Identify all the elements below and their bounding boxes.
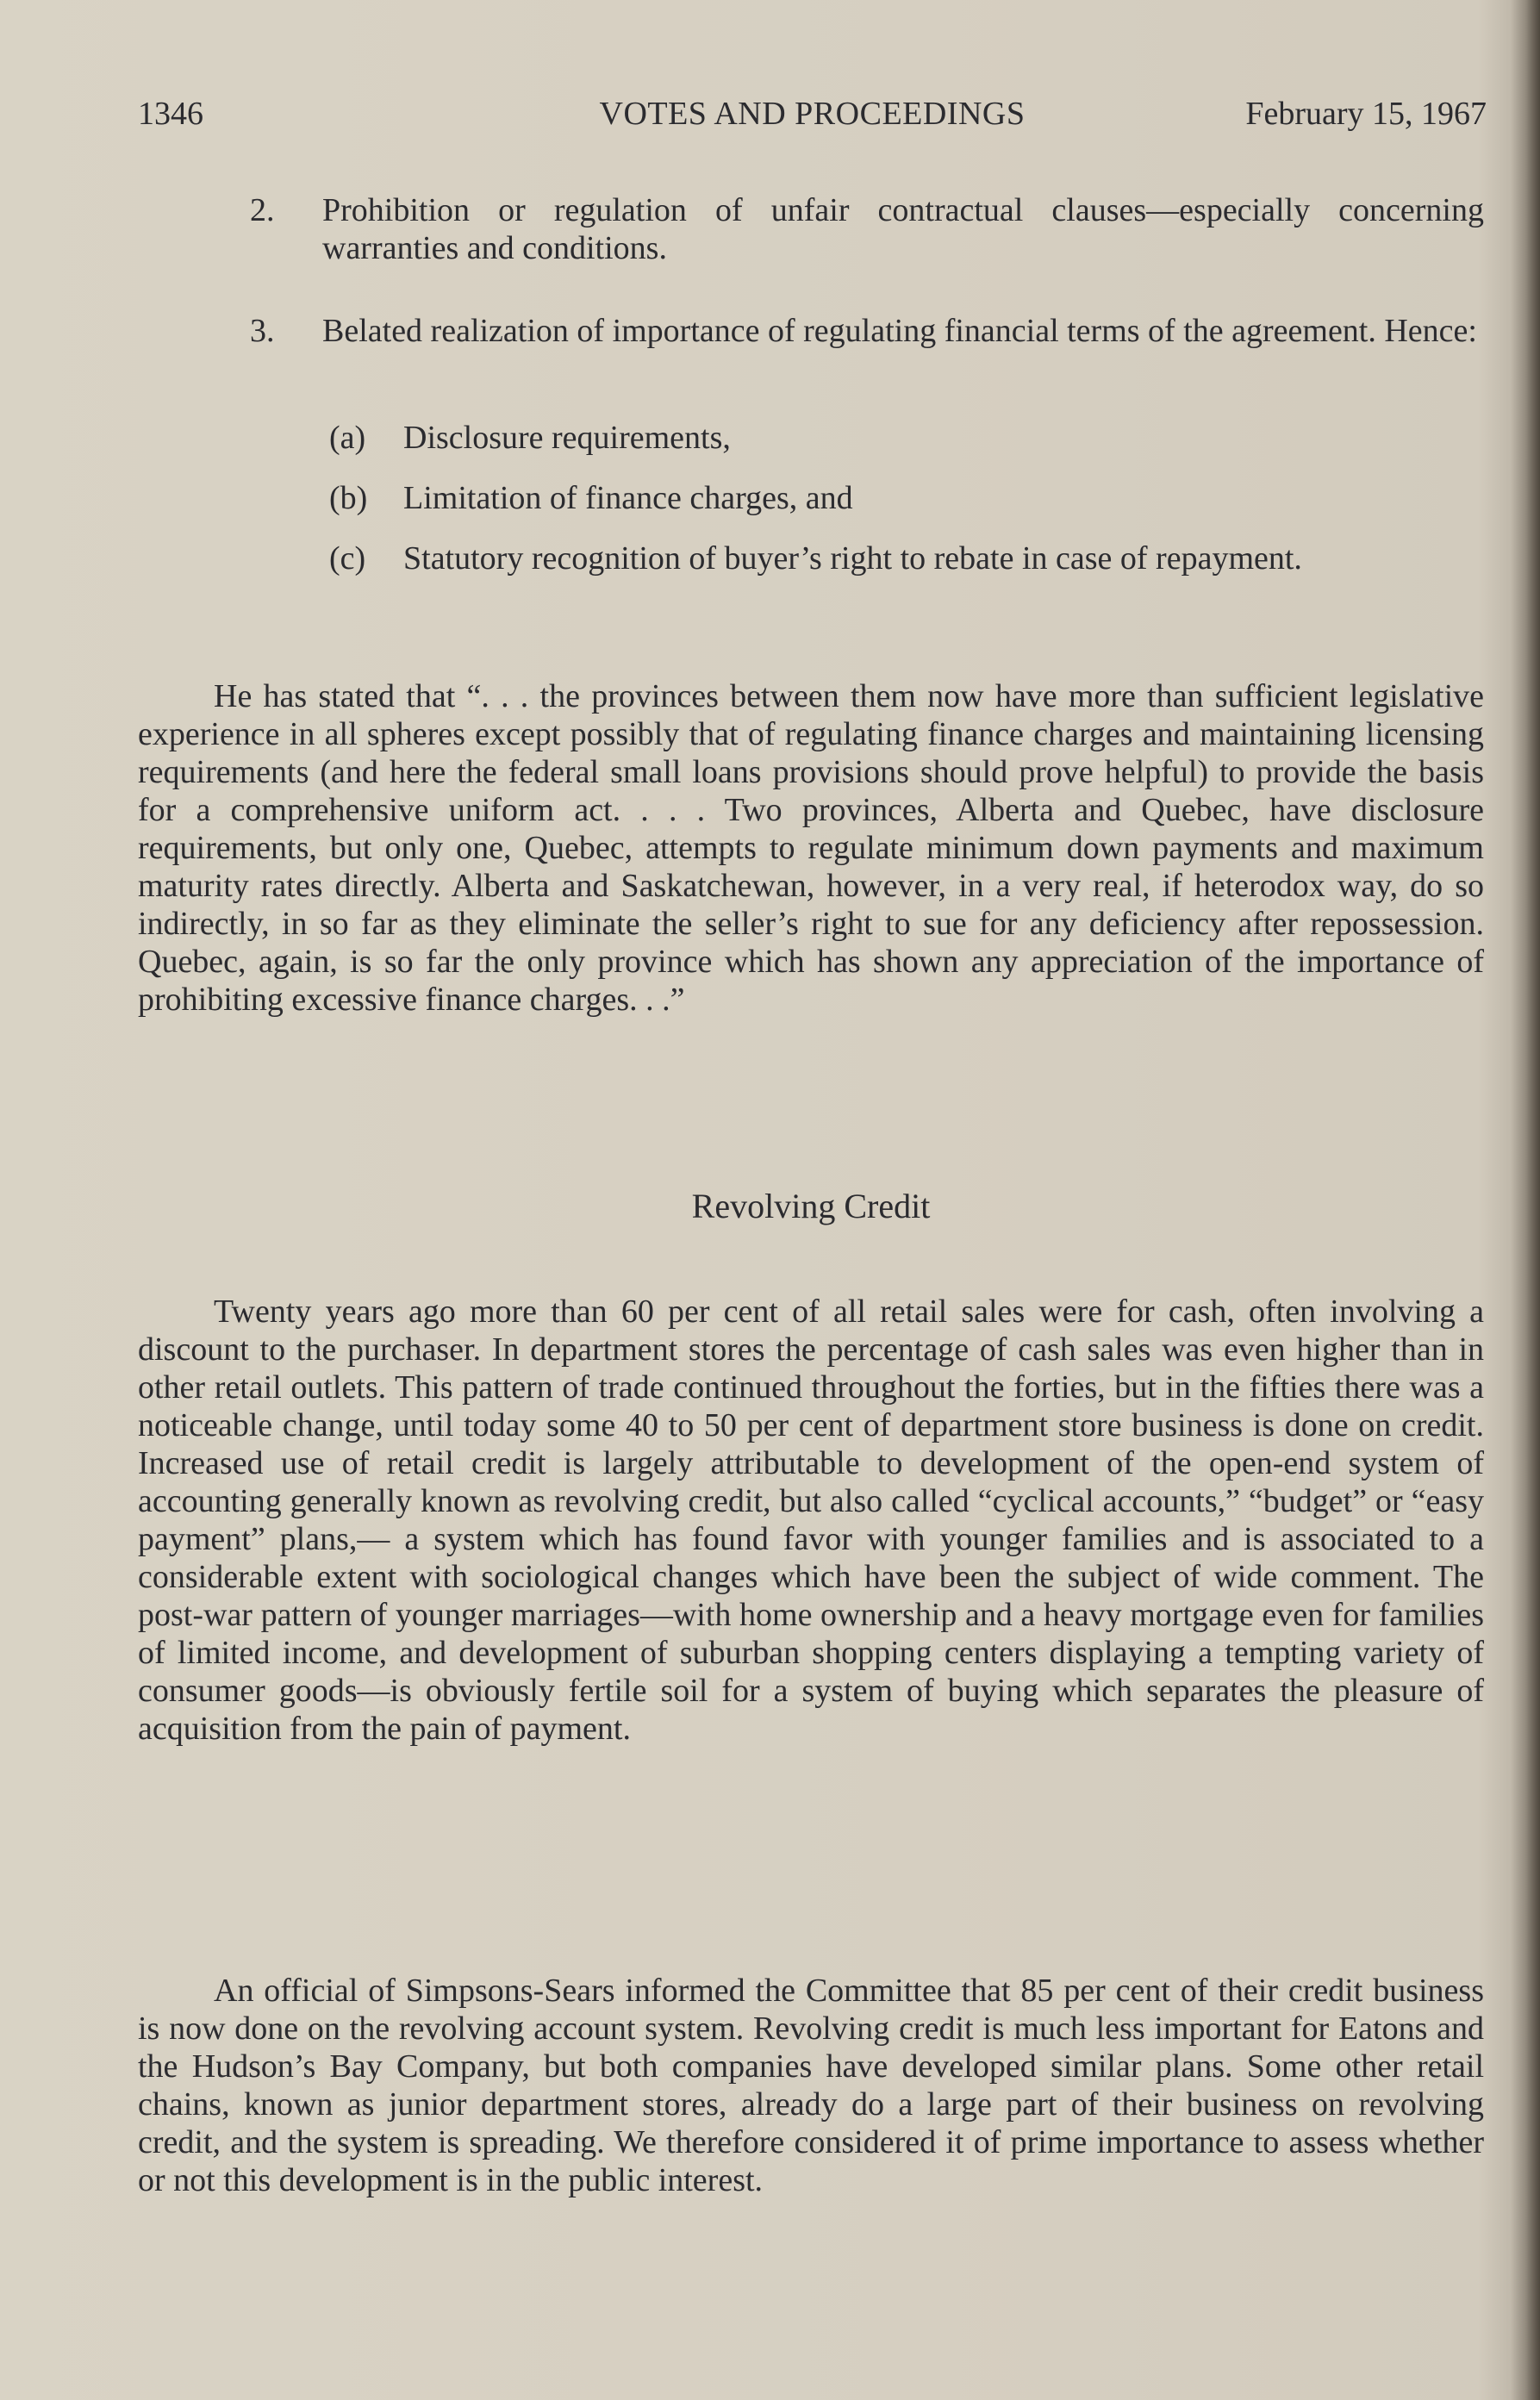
sublist-item xyxy=(329,479,1484,517)
sublist-item-text: Statutory recognition of buyer’s right to rebate in case of repayment. xyxy=(403,540,1302,577)
body-paragraph: Twenty years ago more than 60 per cent of all retail sales were for cash, often involving a discount to the purchaser. In department stores the percentage of cash sales was even higher than in other retail outlets. This pattern of trade continued throughout the forties, but in the fifties there was a noticeable change, until today some 40 to 50 per cent of department store business is done on credit. Increased use of retail credit is largely attributable to development of the open-end system of accounting generally known as revolving credit, but also called “cyclical accounts,” “budget” or “easy payment” plans,— a system which has found favor with younger families and is associated to a considerable extent with sociological changes which have been the subject of wide comment. The post-war pattern of younger marriages—with home ownership and a heavy mortgage even for families of limited income, and development of suburban shopping centers displaying a tempting variety of consumer goods—is obviously fertile soil for a system of buying which separates the pleasure of acquisition from the pain of payment. xyxy=(138,1294,1484,1747)
page-header xyxy=(138,93,1487,134)
header-date: February 15, 1967 xyxy=(1245,96,1487,132)
list-item-text: Prohibition or regulation of unfair contractual clauses—especially concerning warranties and conditions. xyxy=(322,192,1484,266)
list-item-number: 3. xyxy=(250,313,275,349)
quote-paragraph: He has stated that “. . . the provinces between them now have more than sufficient legislative experience in all spheres except possibly that of regulating finance charges and maintaining licensing requirements (and here the federal small loans provisions should prove helpful) to provide the basis for a comprehensive uniform act. . . . Two provinces, Alberta and Quebec, have disclosure requirements, but only one, Quebec, attempts to regulate minimum down payments and maximum maturity rates directly. Alberta and Saskatchewan, however, in a very real, if heterodox way, do so indirectly, in so far as they eliminate the seller’s right to sue for any deficiency after repossession. Quebec, again, is so far the only province which has shown any appreciation of the importance of prohibiting excessive finance charges. . .” xyxy=(138,678,1484,1018)
list-item-text: Belated realization of importance of regulating financial terms of the agreement. Hence: xyxy=(322,313,1477,349)
body-paragraph: An official of Simpsons-Sears informed the Committee that 85 per cent of their credit business is now done on the revolving account system. Revolving credit is much less important for Eatons and the Hudson’s Bay Company, but both companies have developed similar plans. Some other retail chains, known as junior department stores, already do a large part of their business on revolving credit, and the system is spreading. We therefore considered it of prime importance to assess whether or not this development is in the public interest. xyxy=(138,1973,1484,2198)
list-item xyxy=(250,191,1484,267)
page-number: 1346 xyxy=(138,96,203,132)
sublist-item-label: (a) xyxy=(329,420,366,456)
running-title: VOTES AND PROCEEDINGS xyxy=(599,96,1026,132)
sublist-item xyxy=(329,539,1484,577)
sublist-item-label: (b) xyxy=(329,480,368,516)
sublist-item xyxy=(329,419,1484,457)
sublist-item-text: Disclosure requirements, xyxy=(403,420,731,456)
sublist-item-label: (c) xyxy=(329,540,366,577)
list-item-number: 2. xyxy=(250,192,275,228)
sublist-item-text: Limitation of finance charges, and xyxy=(403,480,853,516)
section-heading: Revolving Credit xyxy=(691,1187,931,1225)
binding-edge-shadow xyxy=(1511,0,1540,2400)
list-item xyxy=(250,312,1484,350)
